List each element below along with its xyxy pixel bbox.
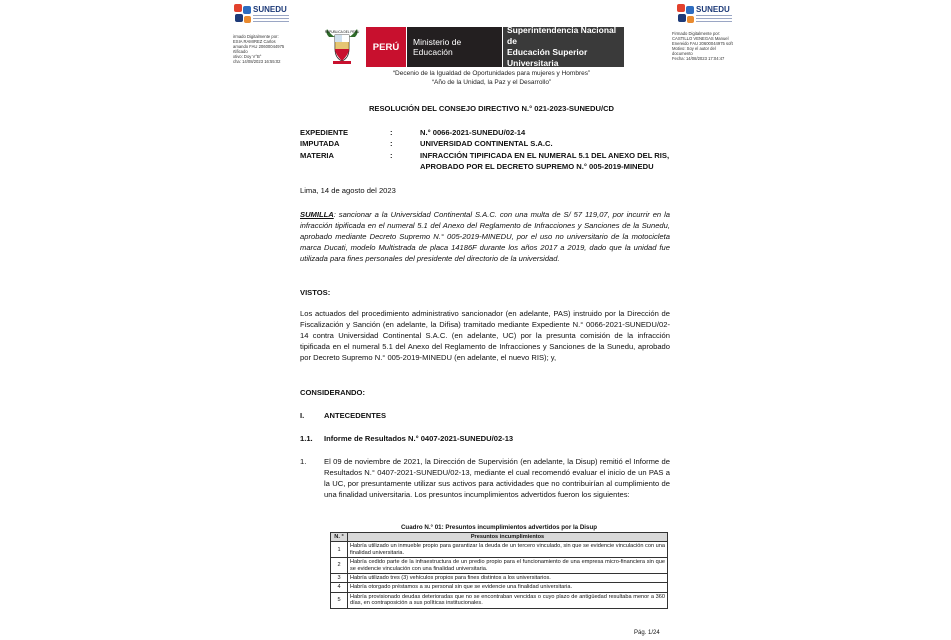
sumilla-text: : sancionar a la Universidad Continental S.A.C. con una multa de S/ 57 119,07, por incurrir en la infracción tipificada en el numeral 5.1 del Anexo del Reglamento de Infracciones y Sanciones de la Sunedu, aprobado mediante Decreto Supremo N.° 005-2019-MINEDU, por el uso no universitario de la motocicleta marca Ducati, modelo Multistrada de placa 14186F durante los años 2017 a 2019, dado que la unidad fue utilizada para fines personales del presidente del directorio de la universidad. [300,210,670,263]
table-row [331,583,668,592]
meta-sep: : [390,151,393,160]
banner-superintendencia [502,27,624,67]
row-description: Habría utilizado un inmueble propio para garantizar la deuda de un tercero vinculado, sin que se evidencie vinculación con una finalidad universitaria. [348,542,668,558]
row-number: 3 [331,574,348,583]
sunedu-logo-left [234,4,294,30]
digital-signature-right: Firmado Digitalmente por: CASTILLO VENEGAS Manuel Enereido FAU 20600044975 soft Motivo: Soy el autor del documento Fecha: 14/08/2023 17:04:47 [672,31,733,61]
table-caption: Cuadro N.° 01: Presuntos incumplimientos advertidos por la Disup [400,524,598,531]
peru-coat-of-arms-icon [321,27,363,67]
meta-value-materia: INFRACCIÓN TIPIFICADA EN EL NUMERAL 5.1 DEL ANEXO DEL RIS, [420,151,670,160]
meta-sep: : [390,139,393,148]
table-row [331,574,668,583]
sunedu-logo-text: SUNEDU [253,5,287,14]
paragraph-1-text: El 09 de noviembre de 2021, la Dirección de Supervisión (en adelante, la Disup) remitió el Informe de Resultados N.° 0407-2021-SUNEDU/02-13, mediante el cual recomendó evaluar el inicio de un PAS a la UC, por presuntamente utilizar sus activos para actividades que no contribuirían al cumplimiento de una finalidad universitaria. Los presuntos incumplimientos advertidos fueron los siguientes: [324,457,670,499]
banner-sup-line-2: Educación Superior Universitaria [507,47,588,68]
meta-value-imputada: UNIVERSIDAD CONTINENTAL S.A.C. [420,139,553,148]
table-row [331,542,668,558]
table-row [331,558,668,574]
sunedu-logo-right [677,4,737,30]
vistos-heading: VISTOS: [300,288,331,297]
section-1-1-title: Informe de Resultados N.° 0407-2021-SUNEDU/02-13 [324,434,514,443]
row-description: Habría cedido parte de la infraestructura de un predio propio para el funcionamiento de una empresa micro-financiera sin que se evidencie vinculación con una finalidad universitaria. [348,558,668,574]
motto-line-1: “Decenio de la Igualdad de Oportunidades para mujeres y Hombres” [392,70,591,77]
sumilla-label: SUMILLA [300,210,334,219]
meta-sep: : [390,128,393,137]
sumilla-paragraph [300,209,670,264]
banner-ministerio: Ministerio de Educación [406,27,502,67]
row-number: 2 [331,558,348,574]
incumplimientos-table [330,532,668,609]
sunedu-logo-text: SUNEDU [696,5,730,14]
row-number: 4 [331,583,348,592]
meta-label-expediente: EXPEDIENTE [300,128,349,137]
banner-sup-line-1: Superintendencia Nacional de [507,25,617,46]
table-header-num: N. ° [331,533,348,542]
row-description: Habría provisionado deudas deterioradas que no se encontraban vencidas o cuyo plazo de antigüedad resultaba menor a 360 días, en contraposición a sus políticas institucionales. [348,592,668,608]
paragraph-1-number: 1. [300,457,307,466]
svg-text:REPUBLICA DEL PERU: REPUBLICA DEL PERU [324,30,360,34]
row-description: Habría otorgado préstamos a su personal sin que se evidencie una finalidad universitaria. [348,583,668,592]
vistos-paragraph: Los actuados del procedimiento administrativo sancionador (en adelante, PAS) instruido por la Dirección de Fiscalización y Sanción (en adelante, la Difisa) tramitado mediante Expediente N.° 0066-2021-SUNEDU/02-14 contra Universidad Continental S.A.C. (en adelante, UC) por la presunta comisión de la infracción tipificada en el numeral 5.1 del Anexo del Reglamento de Infracciones y Sanciones de la Sunedu, aprobado por Decreto Supremo N.° 005-2019-MINEDU (en adelante, el nuevo RIS); y, [300,309,670,362]
section-1-number: I. [300,411,305,420]
meta-value-materia-line2: APROBADO POR EL DECRETO SUPREMO N.° 005-2019-MINEDU [420,162,654,171]
row-number: 1 [331,542,348,558]
row-number: 5 [331,592,348,608]
page-number: Pág. 1/24 [634,630,660,636]
document-date: Lima, 14 de agosto del 2023 [300,186,396,195]
meta-label-materia: MATERIA [300,151,335,160]
sunedu-emblem-icon [677,4,695,26]
sunedu-emblem-icon [234,4,252,26]
motto-line-2: “Año de la Unidad, la Paz y el Desarrollo” [431,79,552,86]
digital-signature-left: irmado Digitalmente por: ESIA RAMIREZ Carlos amando FAU 20600044975 rtificado xtivo: Doy V°B° cha: 14/08/2023 16:55:02 [233,34,285,64]
meta-value-expediente: N.° 0066-2021-SUNEDU/02-14 [420,128,526,137]
section-1-title: ANTECEDENTES [324,411,387,420]
table-header-desc: Presuntos incumplimientos [348,533,668,542]
considerando-heading: CONSIDERANDO: [300,388,365,397]
meta-label-imputada: IMPUTADA [300,139,340,148]
table-row [331,592,668,608]
banner-peru: PERÚ [366,27,406,67]
row-description: Habría utilizado tres (3) vehículos propios para fines distintos a los universitarios. [348,574,668,583]
table-header-row [331,533,668,542]
resolution-title: RESOLUCIÓN DEL CONSEJO DIRECTIVO N.° 021-2023-SUNEDU/CD [368,104,615,113]
institutional-banner [321,27,624,67]
section-1-1-number: 1.1. [300,434,313,443]
